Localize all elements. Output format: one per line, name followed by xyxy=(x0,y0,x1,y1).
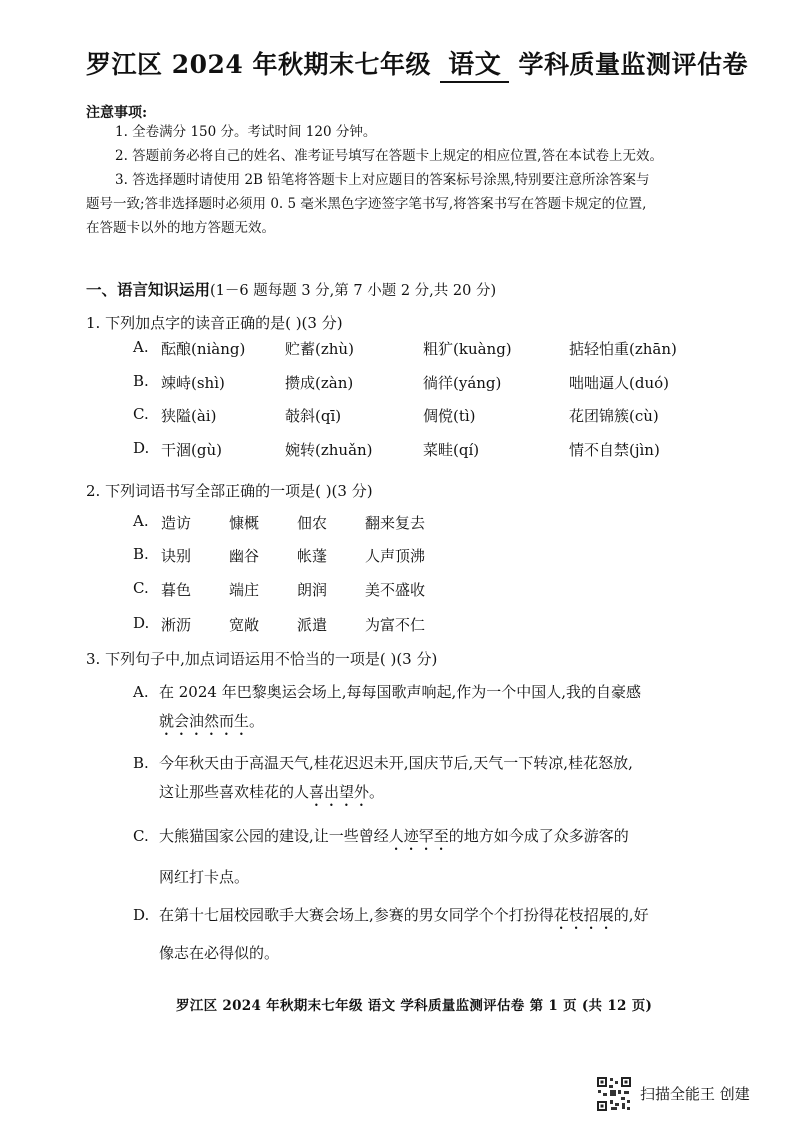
option-item: 幽谷 xyxy=(229,547,260,565)
option-item: 酝酿(niàng) xyxy=(161,340,246,358)
q2-option-d xyxy=(133,614,426,634)
option-item: 竦峙(shì) xyxy=(161,374,225,392)
q3-option-d-line-1 xyxy=(133,904,649,933)
option-item: 贮蓄(zhù) xyxy=(285,340,354,358)
q3-option-c-line-2: 网红打卡点。 xyxy=(159,868,250,886)
q2-option-c xyxy=(133,579,426,599)
q3-option-b-line-1 xyxy=(133,752,633,773)
q3-option-a-line-1 xyxy=(133,681,641,702)
option-text: 。 xyxy=(249,712,265,730)
q3-option-c-line-1 xyxy=(133,825,629,854)
q2-option-a xyxy=(133,512,426,532)
section-heading xyxy=(86,278,496,300)
option-item: 徜徉(yáng) xyxy=(423,374,502,392)
option-item: 暮色 xyxy=(161,581,192,599)
notice-item-3-line-1: 3. 答选择题时请使用 2B 铅笔将答题卡上对应题目的答案标号涂黑,特别要注意所涂答案与 xyxy=(115,172,650,188)
option-text: 今年秋天由于高温天气,桂花迟迟未开,国庆节后,天气一下转凉,桂花怒放, xyxy=(159,754,633,772)
option-text: 的地方如今成了众多游客的 xyxy=(448,827,629,845)
exam-title xyxy=(86,44,748,83)
option-item: 攲斜(qī) xyxy=(285,407,342,425)
option-item: 宽敞 xyxy=(229,616,260,634)
option-item: 粗犷(kuàng) xyxy=(423,340,512,358)
q1-option-d xyxy=(133,439,660,459)
option-text: 大熊猫国家公园的建设,让一些曾经 xyxy=(159,827,389,845)
option-item: 咄咄逼人(duó) xyxy=(569,374,669,392)
option-item: 淅沥 xyxy=(161,616,192,634)
notice-item-3-line-2: 题号一致;答非选择题时必须用 0. 5 毫米黑色字迹签字笔书写,将答案书写在答题卡规定的位置, xyxy=(86,196,647,212)
option-text: 在 2024 年巴黎奥运会场上,每每国歌声响起,作为一个中国人,我的自豪感 xyxy=(159,683,642,701)
option-item: 婉转(zhuǎn) xyxy=(285,441,373,459)
option-label: C. xyxy=(133,827,149,845)
option-item: 诀别 xyxy=(161,547,192,565)
option-item: 菜畦(qí) xyxy=(423,441,480,459)
title-suffix: 学科质量监测评估卷 xyxy=(518,50,748,79)
q1-option-a xyxy=(133,338,677,358)
option-label: B. xyxy=(133,754,149,772)
option-item: 掂轻怕重(zhān) xyxy=(569,340,677,358)
option-label: D. xyxy=(133,906,150,924)
question-3-stem: 3. 下列句子中,加点词语运用不恰当的一项是( )(3 分) xyxy=(86,650,438,668)
q3-option-b-line-2 xyxy=(159,781,384,810)
notice-item-3-line-3: 在答题卡以外的地方答题无效。 xyxy=(86,220,275,236)
q2-option-b xyxy=(133,545,426,565)
option-text: 这让那些喜欢桂花的人 xyxy=(159,783,310,801)
emphasized-phrase: 人迹罕至 xyxy=(388,827,449,845)
option-label: A. xyxy=(133,512,149,530)
q3-option-a-line-2 xyxy=(159,710,264,739)
option-label: B. xyxy=(133,372,149,390)
option-item: 派遣 xyxy=(297,616,328,634)
option-item: 人声顶沸 xyxy=(365,547,426,565)
option-item: 花团锦簇(cù) xyxy=(569,407,659,425)
qr-code-icon xyxy=(596,1076,632,1112)
option-item: 造访 xyxy=(161,514,192,532)
option-item: 干涸(gù) xyxy=(161,441,222,459)
option-item: 翻来复去 xyxy=(365,514,426,532)
option-item: 倜傥(tì) xyxy=(423,407,476,425)
option-item: 情不自禁(jìn) xyxy=(569,441,660,459)
option-item: 狭隘(ài) xyxy=(161,407,217,425)
option-label: D. xyxy=(133,439,150,457)
notice-item-1: 1. 全卷满分 150 分。考试时间 120 分钟。 xyxy=(115,124,377,140)
option-item: 朗润 xyxy=(297,581,328,599)
option-item: 佃农 xyxy=(297,514,328,532)
q1-option-b xyxy=(133,372,669,392)
question-2-stem: 2. 下列词语书写全部正确的一项是( )(3 分) xyxy=(86,482,373,500)
emphasized-phrase: 就会油然而生 xyxy=(159,712,250,730)
option-label: C. xyxy=(133,405,149,423)
option-label: A. xyxy=(133,338,149,356)
question-1-stem: 1. 下列加点字的读音正确的是( )(3 分) xyxy=(86,314,343,332)
emphasized-phrase: 花枝招展 xyxy=(553,906,614,924)
option-item: 为富不仁 xyxy=(365,616,426,634)
scanner-watermark: 扫描全能王 创建 xyxy=(640,1085,750,1103)
subject-name: 语文 xyxy=(440,44,509,83)
option-label: B. xyxy=(133,545,149,563)
option-item: 帐蓬 xyxy=(297,547,328,565)
option-item: 美不盛收 xyxy=(365,581,426,599)
option-label: C. xyxy=(133,579,149,597)
title-prefix: 罗江区 2024 年秋期末七年级 xyxy=(86,50,431,79)
emphasized-phrase: 喜出望外 xyxy=(309,783,370,801)
notice-heading: 注意事项: xyxy=(86,105,148,121)
option-label: A. xyxy=(133,683,149,701)
option-text: 的,好 xyxy=(613,906,649,924)
q3-option-d-line-2: 像志在必得似的。 xyxy=(159,944,280,962)
notice-item-2: 2. 答题前务必将自己的姓名、准考证号填写在答题卡上规定的相应位置,答在本试卷上无效。 xyxy=(115,148,663,164)
section-points: (1－6 题每题 3 分,第 7 小题 2 分,共 20 分) xyxy=(210,283,497,299)
section-title: 一、语言知识运用 xyxy=(86,280,211,299)
option-item: 慷概 xyxy=(229,514,260,532)
option-label: D. xyxy=(133,614,150,632)
option-text: 在第十七届校园歌手大赛会场上,参赛的男女同学个个打扮得 xyxy=(159,906,554,924)
option-text: 。 xyxy=(369,783,385,801)
option-item: 端庄 xyxy=(229,581,260,599)
option-item: 攒成(zàn) xyxy=(285,374,354,392)
q1-option-c xyxy=(133,405,659,425)
page-footer: 罗江区 2024 年秋期末七年级 语文 学科质量监测评估卷 第 1 页 (共 12 页) xyxy=(176,998,653,1014)
